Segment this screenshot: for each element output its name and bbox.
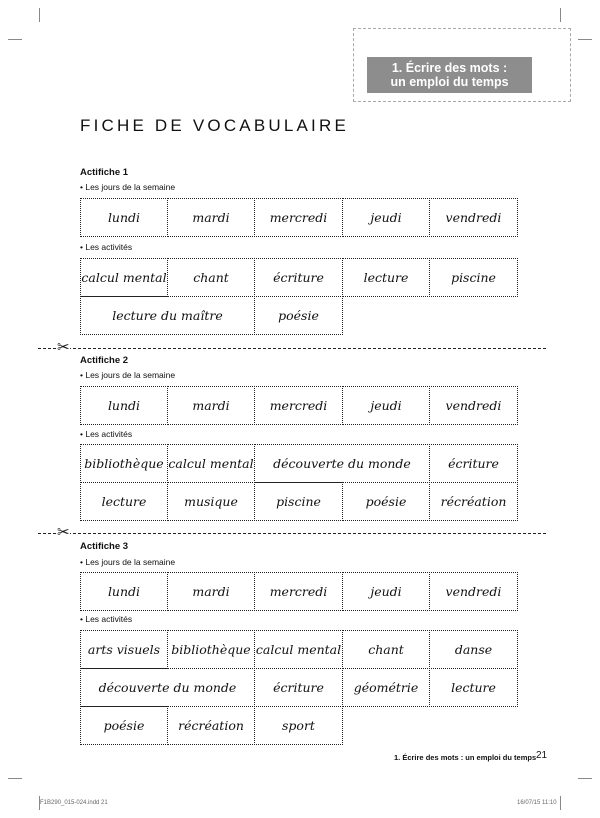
chapter-title-line2: un emploi du temps xyxy=(390,75,509,89)
word-card: mercredi xyxy=(254,572,343,611)
actifiche-1-activities-label: • Les activités xyxy=(80,242,133,252)
word-card: vendredi xyxy=(429,572,518,611)
actifiche-3-title: Actifiche 3 xyxy=(80,541,129,552)
crop-mark xyxy=(39,8,40,22)
actifiche-3-days-label: • Les jours de la semaine xyxy=(80,557,176,567)
chapter-tab xyxy=(367,57,532,93)
word-card: découverte du monde xyxy=(254,444,430,483)
word-card: lecture xyxy=(429,668,518,707)
word-card: mercredi xyxy=(254,386,343,425)
word-card: écriture xyxy=(254,258,343,297)
word-card: mercredi xyxy=(254,198,343,237)
cut-line xyxy=(38,348,546,349)
scissors-icon: ✂ xyxy=(57,524,70,541)
actifiche-1-days-label: • Les jours de la semaine xyxy=(80,182,176,192)
word-card: mardi xyxy=(167,572,255,611)
crop-mark xyxy=(560,796,561,810)
slug-date: 16/07/15 11:10 xyxy=(517,800,557,806)
word-card: lecture xyxy=(342,258,430,297)
word-card: bibliothèque xyxy=(80,444,168,483)
word-card: poésie xyxy=(80,706,168,745)
page-title: FICHE DE VOCABULAIRE xyxy=(80,116,349,135)
word-card: écriture xyxy=(429,444,518,483)
word-card: mardi xyxy=(167,198,255,237)
crop-mark xyxy=(578,778,592,779)
word-card: découverte du monde xyxy=(80,668,255,707)
word-card: vendredi xyxy=(429,198,518,237)
word-card: poésie xyxy=(254,296,343,335)
slug-file: F1B290_015-024.indd 21 xyxy=(40,800,108,806)
actifiche-2-activities-label: • Les activités xyxy=(80,429,133,439)
chapter-title-line1: 1. Écrire des mots : xyxy=(391,61,508,75)
word-card: arts visuels xyxy=(80,630,168,669)
crop-mark xyxy=(578,39,592,40)
crop-mark xyxy=(560,8,561,22)
word-card: mardi xyxy=(167,386,255,425)
page-number: 21 xyxy=(536,750,548,761)
word-card: calcul mental xyxy=(254,630,343,669)
word-card: jeudi xyxy=(342,386,430,425)
word-card: musique xyxy=(167,482,255,521)
word-card: jeudi xyxy=(342,198,430,237)
word-card: lundi xyxy=(80,572,168,611)
word-card: chant xyxy=(342,630,430,669)
word-card: écriture xyxy=(254,668,343,707)
word-card: poésie xyxy=(342,482,430,521)
word-card: chant xyxy=(167,258,255,297)
crop-mark xyxy=(8,39,22,40)
scissors-icon: ✂ xyxy=(57,339,70,356)
word-card: lecture xyxy=(80,482,168,521)
word-card: lecture du maître xyxy=(80,296,255,335)
footer-chapter-title: 1. Écrire des mots : un emploi du temps xyxy=(394,753,537,762)
word-card: géométrie xyxy=(342,668,430,707)
word-card: sport xyxy=(254,706,343,745)
word-card: bibliothèque xyxy=(167,630,255,669)
actifiche-2-title: Actifiche 2 xyxy=(80,355,129,366)
word-card: récréation xyxy=(429,482,518,521)
crop-mark xyxy=(8,778,22,779)
word-card: piscine xyxy=(429,258,518,297)
word-card: jeudi xyxy=(342,572,430,611)
word-card: récréation xyxy=(167,706,255,745)
cut-line xyxy=(38,533,546,534)
word-card: piscine xyxy=(254,482,343,521)
word-card: calcul mental xyxy=(167,444,255,483)
word-card: vendredi xyxy=(429,386,518,425)
word-card: lundi xyxy=(80,198,168,237)
actifiche-2-days-label: • Les jours de la semaine xyxy=(80,370,176,380)
word-card: danse xyxy=(429,630,518,669)
word-card: calcul mental xyxy=(80,258,168,297)
word-card: lundi xyxy=(80,386,168,425)
actifiche-3-activities-label: • Les activités xyxy=(80,614,133,624)
actifiche-1-title: Actifiche 1 xyxy=(80,167,129,178)
